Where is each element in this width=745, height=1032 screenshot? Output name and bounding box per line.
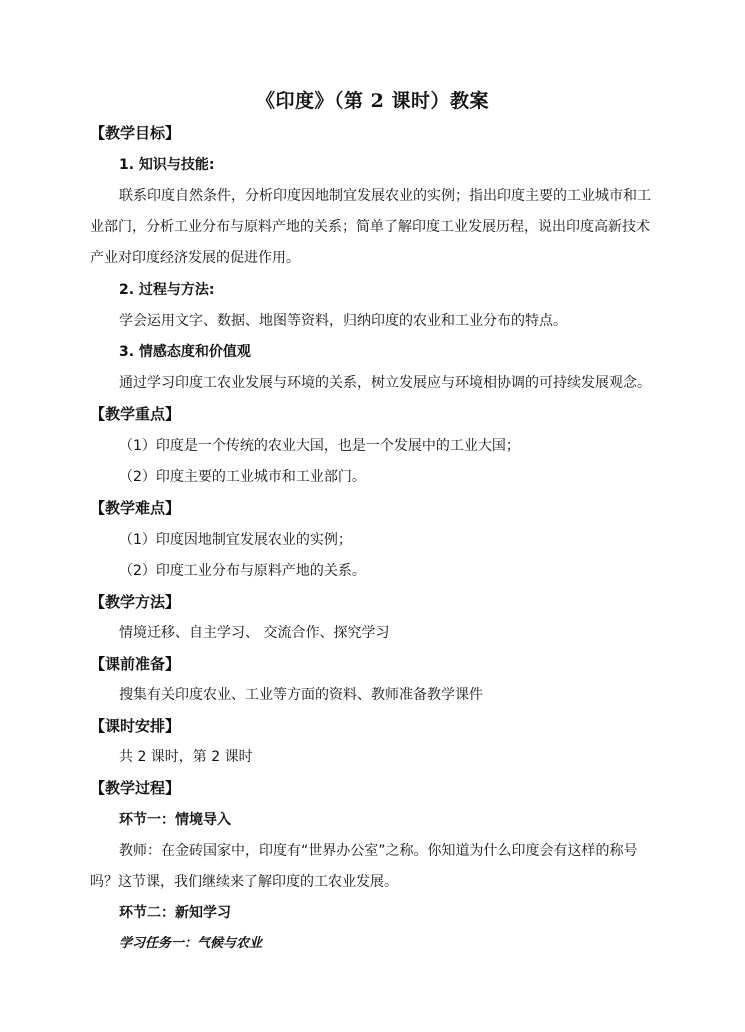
paragraph-line: 产业对印度经济发展的促进作用。 (90, 250, 300, 266)
paragraph-line: 业部门，分析工业分布与原料产地的关系；简单了解印度工业发展历程，说出印度高新技术 (90, 219, 650, 235)
subheading-step-two: 环节二：新知学习 (119, 905, 231, 921)
section-heading-preparation: 【课前准备】 (90, 655, 181, 673)
paragraph-line: 学会运用文字、数据、地图等资料，归纳印度的农业和工业分布的特点。 (119, 313, 567, 329)
paragraph-line: 搜集有关印度农业、工业等方面的资料、教师准备教学课件 (119, 687, 483, 703)
paragraph-line: 通过学习印度工农业发展与环境的关系，树立发展应与环境相协调的可持续发展观念。 (119, 375, 651, 391)
paragraph-line: 教师：在金砖国家中，印度有“世界办公室”之称。你知道为什么印度会有这样的称号 (119, 843, 638, 859)
section-heading-objectives: 【教学目标】 (90, 124, 181, 142)
list-item: （1）印度因地制宜发展农业的实例； (119, 532, 352, 548)
page-title: 《印度》（第 2 课时）教案 (256, 90, 489, 112)
section-heading-key-points: 【教学重点】 (90, 405, 181, 423)
subheading-task-one: 学习任务一：气候与农业 (119, 936, 263, 951)
section-heading-difficulties: 【教学难点】 (90, 499, 181, 517)
list-item: （1）印度是一个传统的农业大国，也是一个发展中的工业大国； (119, 438, 520, 454)
subheading-knowledge-skills: 1. 知识与技能: (119, 157, 215, 173)
subheading-step-one: 环节一：情境导入 (119, 812, 231, 828)
subheading-attitudes-values: 3. 情感态度和价值观 (119, 344, 251, 360)
list-item: （2）印度工业分布与原料产地的关系。 (119, 563, 366, 579)
section-heading-process: 【教学过程】 (90, 779, 181, 797)
paragraph-line: 吗？这节课，我们继续来了解印度的工农业发展。 (90, 874, 398, 890)
section-heading-schedule: 【课时安排】 (90, 717, 181, 735)
subheading-process-methods: 2. 过程与方法: (119, 282, 215, 298)
paragraph-line: 共 2 课时，第 2 课时 (119, 749, 253, 765)
paragraph-line: 联系印度自然条件，分析印度因地制宜发展农业的实例；指出印度主要的工业城市和工 (119, 188, 651, 204)
section-heading-methods: 【教学方法】 (90, 593, 181, 611)
list-item: （2）印度主要的工业城市和工业部门。 (119, 469, 366, 485)
paragraph-line: 情境迁移、自主学习、 交流合作、探究学习 (119, 625, 390, 641)
